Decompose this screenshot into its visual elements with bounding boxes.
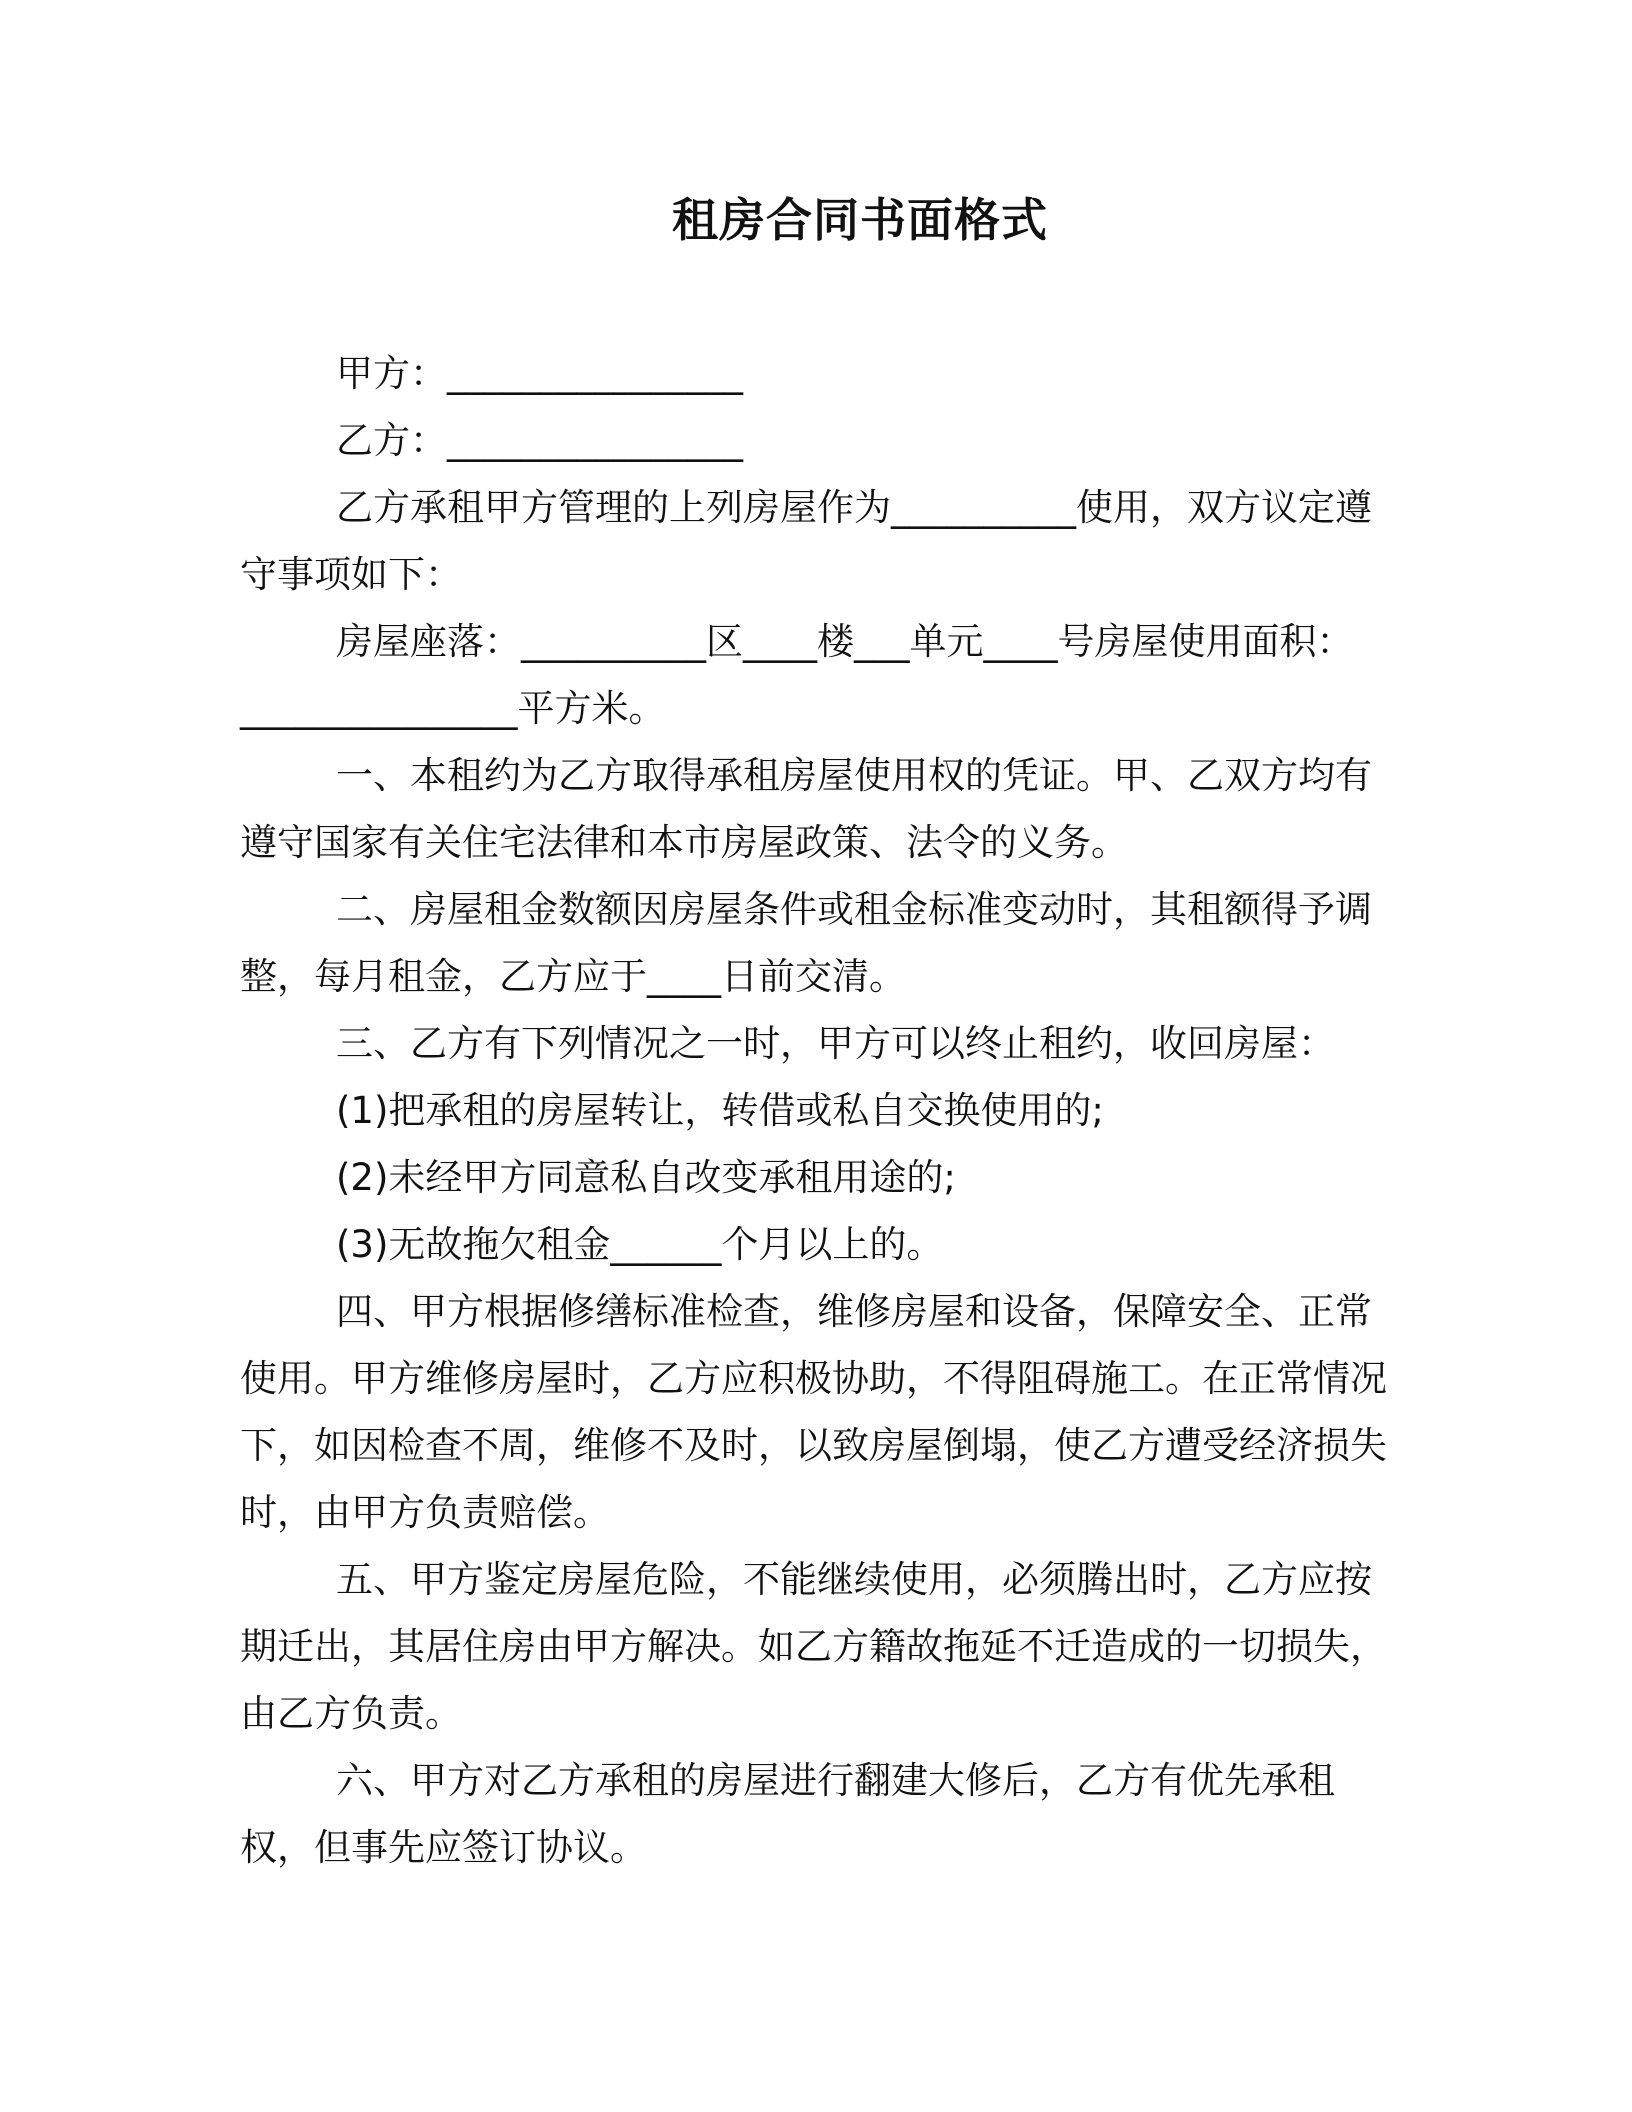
clause-3-item-3: (3)无故拖欠租金______个月以上的。 (336, 1223, 944, 1266)
clause-3: 三、乙方有下列情况之一时，甲方可以终止租约，收回房屋： (336, 1022, 1335, 1065)
usage-paragraph: 乙方承租甲方管理的上列房屋作为__________使用，双方议定遵守事项如下： (240, 486, 1372, 596)
clause-5: 五、甲方鉴定房屋危险，不能继续使用，必须腾出时，乙方应按期迁出，其居住房由甲方解决。如乙方籍故拖延不迁造成的一切损失，由乙方负责。 (240, 1558, 1387, 1735)
contract-body (240, 340, 1400, 1881)
clause-1: 一、本租约为乙方取得承租房屋使用权的凭证。甲、乙双方均有遵守国家有关住宅法律和本市房屋政策、法令的义务。 (240, 754, 1372, 864)
party-a-line: 甲方：________________ (336, 352, 743, 395)
clause-4: 四、甲方根据修缮标准检查，维修房屋和设备，保障安全、正常使用。甲方维修房屋时，乙方应积极协助，不得阻碍施工。在正常情况下，如因检查不周，维修不及时，以致房屋倒塌，使乙方遭受经济损失时，由甲方负责赔偿。 (240, 1290, 1387, 1534)
party-b-line: 乙方：________________ (336, 419, 743, 462)
location-paragraph: 房屋座落：__________区____楼___单元____号房屋使用面积：_______________平方米。 (240, 620, 1354, 730)
clause-6: 六、甲方对乙方承租的房屋进行翻建大修后，乙方有优先承租权，但事先应签订协议。 (240, 1759, 1335, 1869)
clause-2: 二、房屋租金数额因房屋条件或租金标准变动时，其租额得予调整，每月租金，乙方应于____日前交清。 (240, 888, 1372, 998)
document-title: 租房合同书面格式 (672, 193, 1048, 247)
clause-3-item-2: (2)未经甲方同意私自改变承租用途的; (336, 1156, 956, 1199)
clause-3-item-1: (1)把承租的房屋转让，转借或私自交换使用的; (336, 1089, 1104, 1132)
